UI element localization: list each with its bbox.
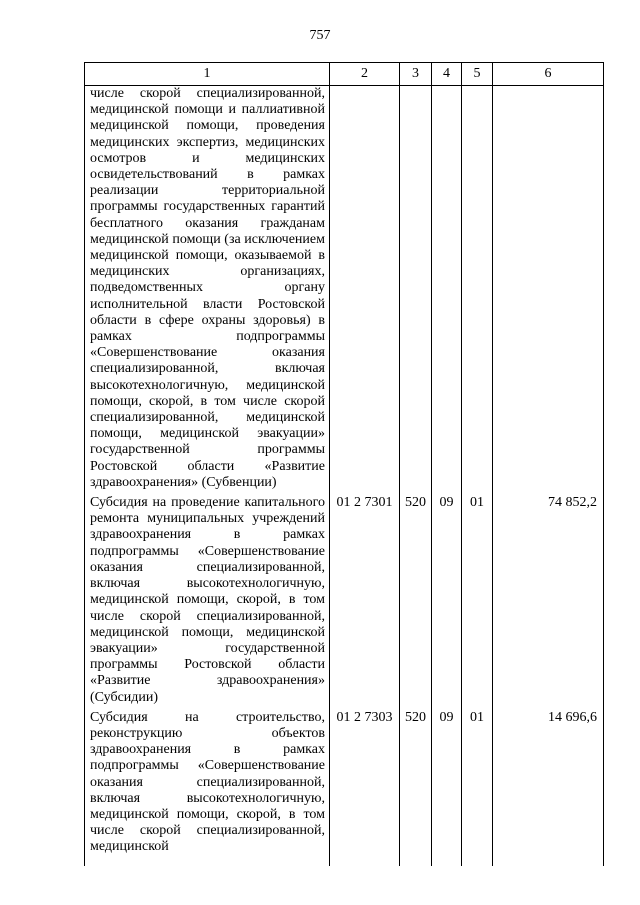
row-amount: 74 852,2 bbox=[493, 491, 604, 706]
row-amount bbox=[493, 86, 604, 492]
row-target-article: 01 2 7303 bbox=[330, 706, 400, 856]
row-description: числе скорой специализированной, медицинской помощи и паллиативной медицинской помощи, проведения медицинских экспертиз, медицинских осмотров и медицинских освидетельствований в рамках реализации территориальной программы государственных гарантий бесплатного оказания гражданам медицинской помощи (за исключением медицинской помощи, оказываемой в медицинских организациях, подведомственных органу исполнительной власти Ростовской области в сфере охраны здоровья) в рамках подпрограммы «Совершенствование оказания специализированной, включая высокотехнологичную, медицинской помощи, скорой, в том числе скорой специализированной, медицинской помощи, медицинской эвакуации» государственной программы Ростовской области «Развитие здравоохранения» (Субвенции) bbox=[85, 86, 330, 492]
budget-table bbox=[84, 62, 604, 866]
row-section bbox=[432, 86, 462, 492]
row-expense-type: 520 bbox=[400, 706, 432, 856]
column-header-6: 6 bbox=[493, 63, 604, 86]
row-description: Субсидия на строительство, реконструкцию объектов здравоохранения в рамках подпрограммы «Совершенствование оказания специализированной, включая высокотехнологичную, медицинской помощи, скорой, в том числе скорой специализированной, медицинской bbox=[85, 706, 330, 856]
column-header-1: 1 bbox=[85, 63, 330, 86]
row-target-article bbox=[330, 86, 400, 492]
row-section: 09 bbox=[432, 706, 462, 856]
row-subsection: 01 bbox=[462, 491, 493, 706]
row-section: 09 bbox=[432, 491, 462, 706]
row-subsection: 01 bbox=[462, 706, 493, 856]
header-row bbox=[85, 63, 604, 86]
table-spacer-row bbox=[85, 856, 604, 866]
column-header-2: 2 bbox=[330, 63, 400, 86]
page-number: 757 bbox=[309, 28, 331, 43]
row-amount: 14 696,6 bbox=[493, 706, 604, 856]
table-row bbox=[85, 86, 604, 492]
table-row bbox=[85, 491, 604, 706]
row-description: Субсидия на проведение капитального ремонта муниципальных учреждений здравоохранения в рамках подпрограммы «Совершенствование оказания специализированной, включая высокотехнологичную, медицинской помощи, скорой, в том числе скорой специализированной, медицинской помощи, медицинской эвакуации» государственной программы Ростовской области «Развитие здравоохранения» (Субсидии) bbox=[85, 491, 330, 706]
column-header-4: 4 bbox=[432, 63, 462, 86]
table-row bbox=[85, 706, 604, 856]
row-target-article: 01 2 7301 bbox=[330, 491, 400, 706]
column-header-5: 5 bbox=[462, 63, 493, 86]
row-expense-type bbox=[400, 86, 432, 492]
row-expense-type: 520 bbox=[400, 491, 432, 706]
column-header-3: 3 bbox=[400, 63, 432, 86]
row-subsection bbox=[462, 86, 493, 492]
